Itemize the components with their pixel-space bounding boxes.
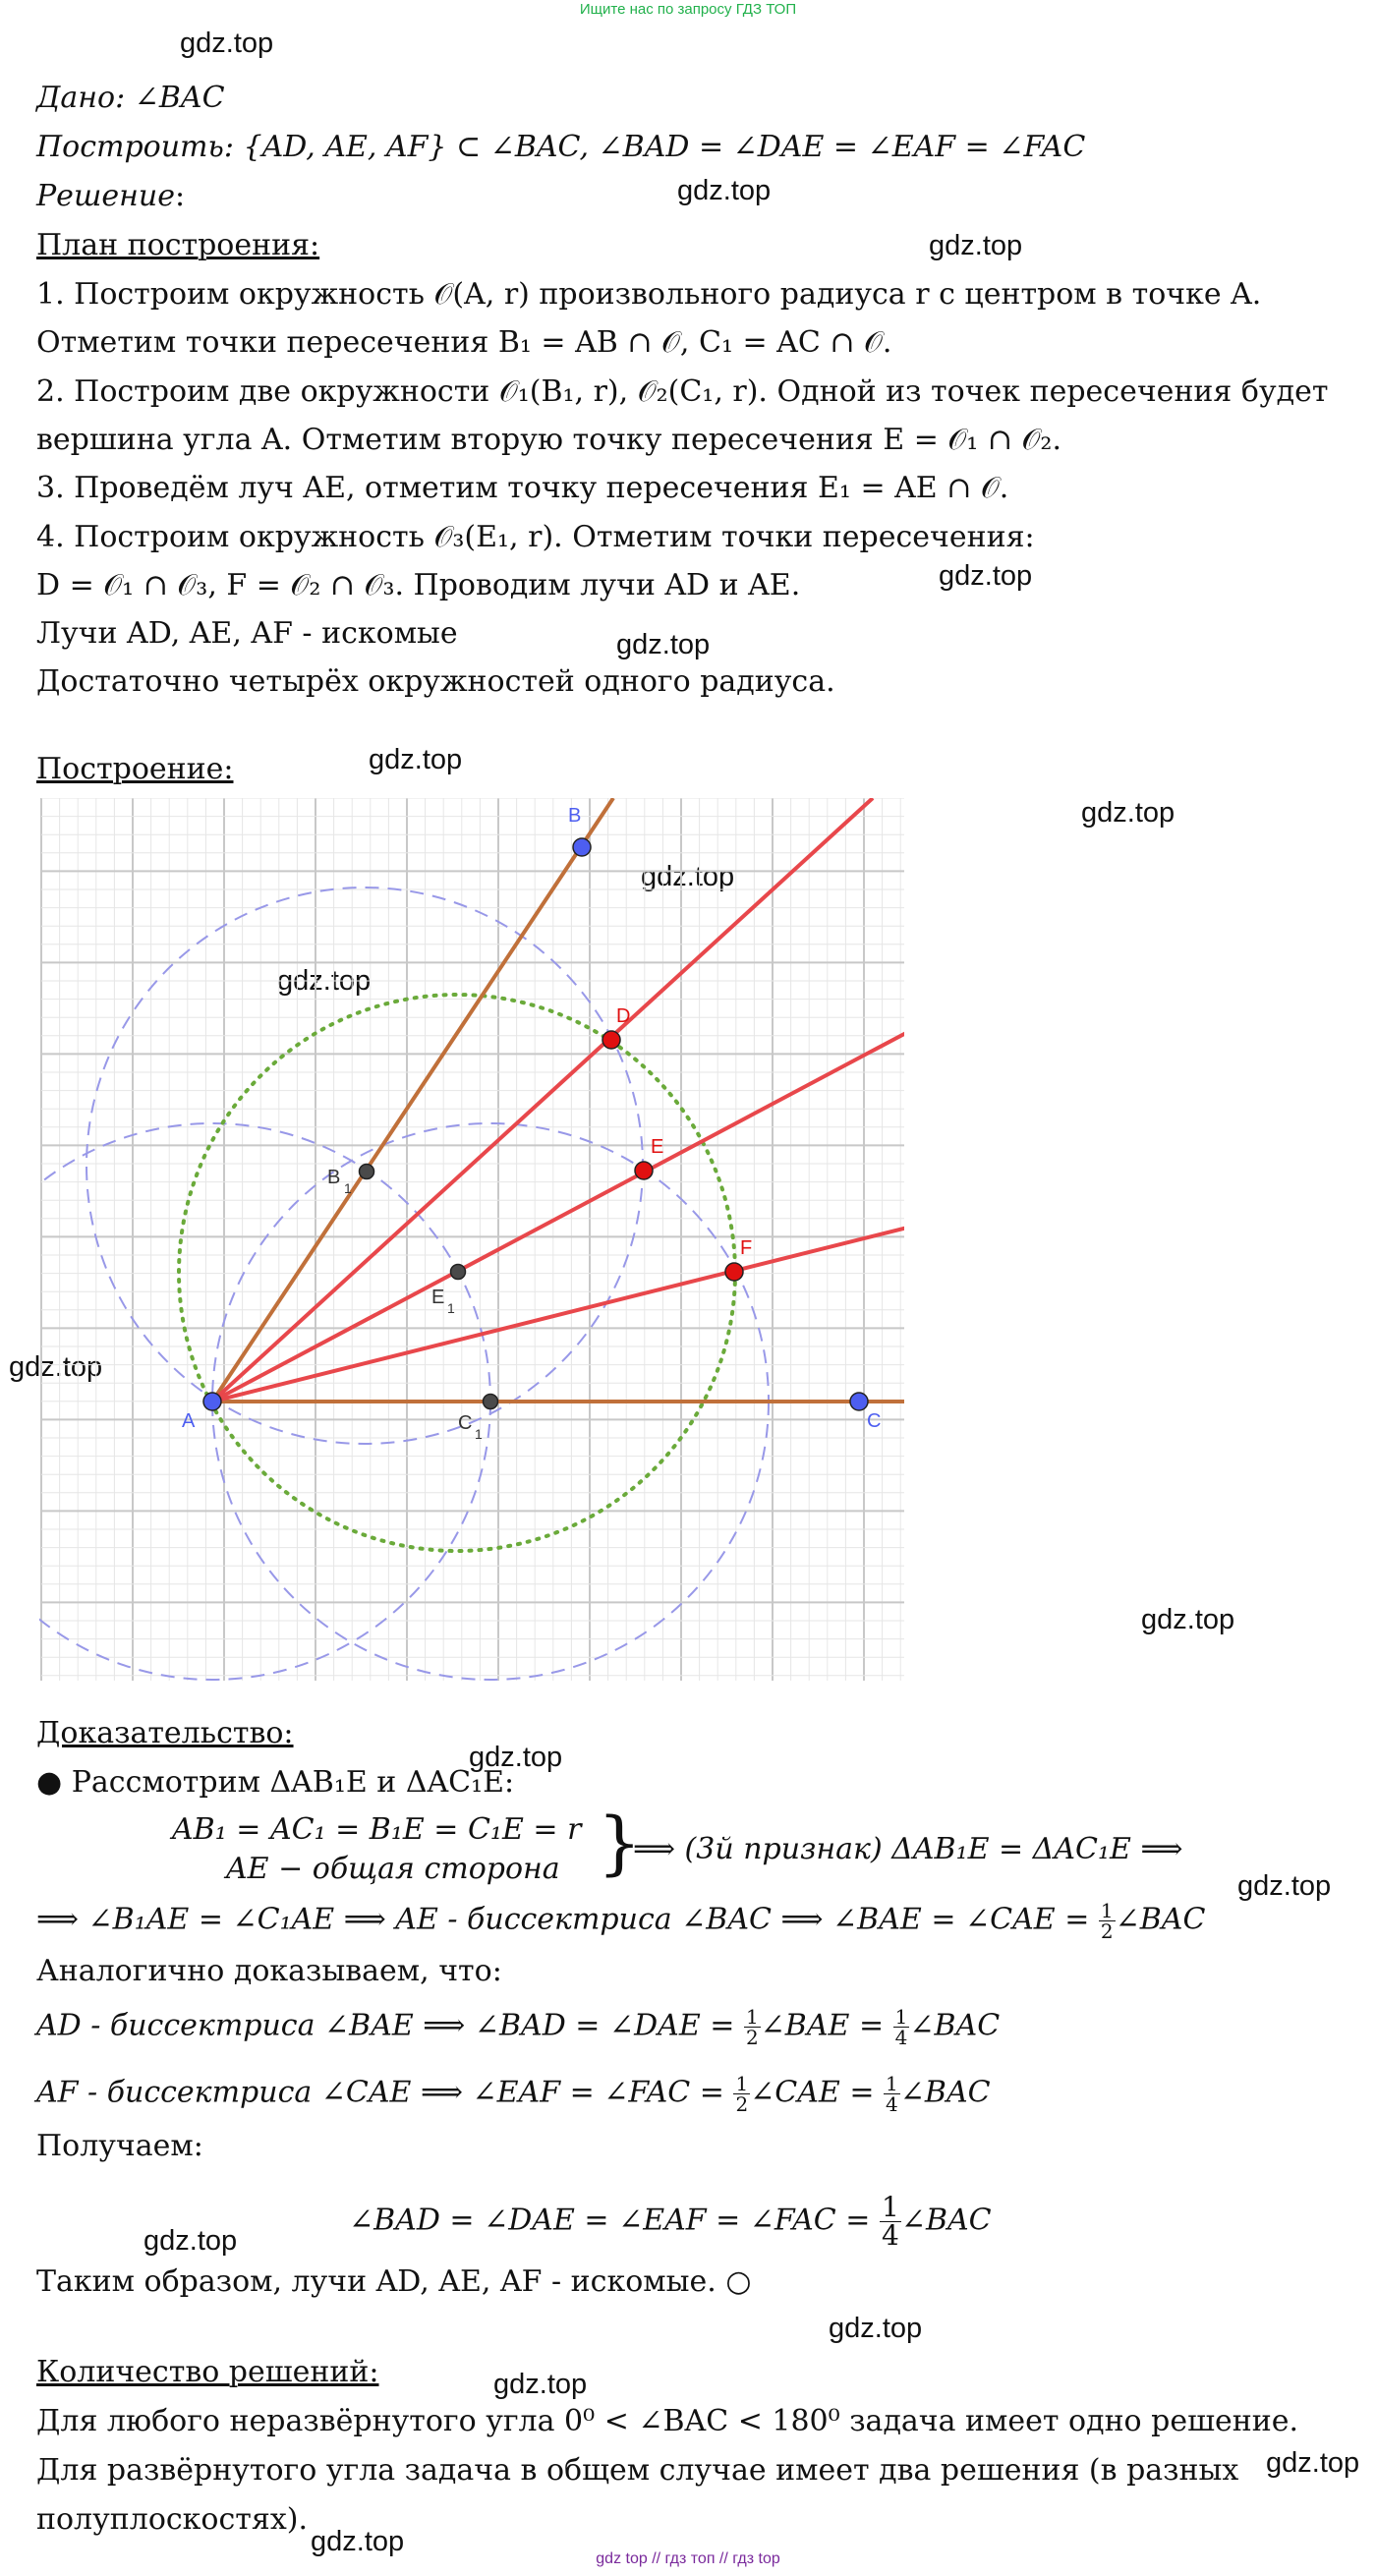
plan-line: 1. Построим окружность 𝒪(A, r) произвольного радиуса r с центром в точке A. xyxy=(36,277,1262,312)
watermark: gdz.top xyxy=(616,629,711,660)
fraction-numerator: 1 xyxy=(735,2072,749,2095)
proof-get: Получаем: xyxy=(36,2129,203,2163)
result-text: ∠BAD = ∠DAE = ∠EAF = ∠FAC = xyxy=(349,2203,880,2238)
fraction-numerator: 1 xyxy=(894,2005,908,2029)
bisector-text: ⟹ ∠B₁AE = ∠C₁AE ⟹ AE - биссектриса ∠BAC ⟹ ∠BAE = ∠CAE = xyxy=(36,1902,1099,1937)
label-E: E xyxy=(651,1136,664,1158)
point-E1 xyxy=(451,1265,466,1280)
bottom-banner: gdz top // гдз топ // гдз top xyxy=(596,2550,780,2567)
af-text-b: ∠CAE = xyxy=(750,2075,885,2110)
label-B1-sub: 1 xyxy=(344,1180,352,1196)
watermark: gdz.top xyxy=(493,2369,588,2400)
fraction-quarter xyxy=(880,2191,901,2252)
construct-line xyxy=(36,130,1085,165)
fraction-denominator: 2 xyxy=(745,2026,759,2049)
top-banner: Ищите нас по запросу ГДЗ ТОП xyxy=(579,1,797,18)
construction-circles xyxy=(39,887,769,1680)
proof-system-line: AE − общая сторона xyxy=(226,1852,560,1886)
fraction-denominator: 4 xyxy=(886,2092,898,2116)
construct-label: Построить xyxy=(36,130,224,164)
fraction-quarter xyxy=(893,2007,910,2047)
label-E1-sub: 1 xyxy=(447,1300,455,1316)
watermark: gdz.top xyxy=(469,1742,563,1773)
watermark: gdz.top xyxy=(677,175,772,206)
watermark: gdz.top xyxy=(929,230,1023,261)
watermark: gdz.top xyxy=(1141,1604,1235,1635)
plan-heading: План построения: xyxy=(36,228,320,262)
fraction-denominator: 2 xyxy=(735,2092,749,2116)
ray-AD xyxy=(212,798,873,1402)
proof-similarly: Аналогично доказываем, что: xyxy=(36,1954,502,1988)
count-line: Для любого неразвёрнутого угла 0⁰ < ∠BAC < 180⁰ задача имеет одно решение. xyxy=(36,2404,1299,2438)
label-C1: C xyxy=(458,1412,473,1434)
plan-line: Достаточно четырёх окружностей одного радиуса. xyxy=(36,664,835,699)
solution-line xyxy=(36,179,185,214)
fraction-denominator: 4 xyxy=(894,2026,908,2049)
grid xyxy=(41,798,904,1681)
build-heading: Построение: xyxy=(36,752,234,786)
fraction-denominator: 2 xyxy=(1100,1919,1114,1943)
label-B: B xyxy=(568,805,582,827)
solution-value: : xyxy=(174,179,186,213)
watermark: gdz.top xyxy=(277,965,372,997)
solution-label: Решение xyxy=(36,179,175,213)
label-F: F xyxy=(740,1237,753,1259)
label-C1-sub: 1 xyxy=(475,1426,483,1442)
label-E1: E xyxy=(431,1287,445,1308)
fraction-half xyxy=(744,2007,761,2047)
angle-bac: ∠BAC xyxy=(1115,1902,1206,1937)
point-C xyxy=(850,1393,868,1410)
fraction-numerator: 1 xyxy=(881,2191,899,2223)
plan-line: 2. Построим две окружности 𝒪₁(B₁, r), 𝒪₂(C₁, r). Одной из точек пересечения будет xyxy=(36,374,1329,409)
count-line: Для развёрнутого угла задача в общем случае имеет два решения (в разных xyxy=(36,2453,1239,2488)
watermark: gdz.top xyxy=(939,560,1033,592)
given-line xyxy=(36,81,225,116)
plan-line: 3. Проведём луч AE, отметим точку пересечения E₁ = AE ∩ 𝒪. xyxy=(36,471,1009,505)
fraction-numerator: 1 xyxy=(1100,1899,1114,1922)
watermark: gdz.top xyxy=(1266,2447,1360,2479)
fraction-half xyxy=(733,2074,750,2114)
proof-bisector-line xyxy=(36,1901,1205,1941)
angle-bac: ∠BAC xyxy=(909,2008,1001,2043)
watermark: gdz.top xyxy=(311,2526,405,2557)
construction-diagram xyxy=(39,798,904,1683)
proof-af-line xyxy=(36,2074,991,2114)
point-A xyxy=(203,1393,221,1410)
proof-heading: Доказательство: xyxy=(36,1716,294,1750)
watermark: gdz.top xyxy=(1237,1870,1332,1902)
point-E xyxy=(635,1162,653,1179)
fraction-numerator: 1 xyxy=(886,2072,898,2095)
system-brace: } xyxy=(598,1803,642,1883)
angle-bac: ∠BAC xyxy=(900,2203,992,2238)
watermark: gdz.top xyxy=(829,2313,923,2344)
ad-text-b: ∠BAE = xyxy=(760,2008,893,2043)
watermark: gdz.top xyxy=(641,861,735,892)
count-line: полуплоскостях). xyxy=(36,2502,308,2537)
plan-line: Лучи AD, AE, AF - искомые xyxy=(36,616,458,651)
plan-line: D = 𝒪₁ ∩ 𝒪₃, F = 𝒪₂ ∩ 𝒪₃. Проводим лучи AD и AE. xyxy=(36,568,801,602)
watermark: gdz.top xyxy=(143,2225,238,2257)
proof-system-result: ⟹ (3й признак) ΔAB₁E = ΔAC₁E ⟹ xyxy=(633,1832,1183,1866)
label-A: A xyxy=(182,1410,196,1432)
plan-line: 4. Построим окружность 𝒪₃(E₁, r). Отметим точки пересечения: xyxy=(36,520,1035,554)
label-D: D xyxy=(616,1005,631,1027)
watermark: gdz.top xyxy=(369,744,463,775)
plan-line: вершина угла A. Отметим вторую точку пересечения E = 𝒪₁ ∩ 𝒪₂. xyxy=(36,423,1061,457)
proof-system-line: AB₁ = AC₁ = B₁E = C₁E = r xyxy=(172,1812,582,1847)
watermark: gdz.top xyxy=(9,1351,103,1383)
proof-consider: ● Рассмотрим ΔAB₁E и ΔAC₁E: xyxy=(36,1765,515,1800)
proof-conclusion: Таким образом, лучи AD, AE, AF - искомые. ○ xyxy=(36,2264,752,2299)
point-B1 xyxy=(360,1165,374,1179)
fraction-quarter xyxy=(884,2074,900,2114)
construct-value: : {AD, AE, AF} ⊂ ∠BAC, ∠BAD = ∠DAE = ∠EAF = ∠FAC xyxy=(223,130,1086,164)
label-C: C xyxy=(867,1410,882,1432)
point-D xyxy=(602,1031,620,1049)
point-C1 xyxy=(484,1395,498,1409)
point-F xyxy=(725,1263,743,1281)
plan-line: Отметим точки пересечения B₁ = AB ∩ 𝒪, C₁ = AC ∩ 𝒪. xyxy=(36,325,892,360)
label-B1: B xyxy=(327,1167,341,1188)
proof-result-line xyxy=(349,2191,992,2252)
watermark: gdz.top xyxy=(180,28,274,59)
fraction-denominator: 4 xyxy=(881,2219,899,2252)
ad-text: AD - биссектриса ∠BAE ⟹ ∠BAD = ∠DAE = xyxy=(36,2008,744,2043)
fraction-half xyxy=(1099,1901,1116,1941)
watermark: gdz.top xyxy=(1081,797,1175,829)
proof-ad-line xyxy=(36,2007,1000,2047)
given-value: : ∠BAC xyxy=(115,81,225,115)
point-B xyxy=(573,838,591,856)
count-heading: Количество решений: xyxy=(36,2355,379,2389)
given-label: Дано xyxy=(36,81,116,115)
fraction-numerator: 1 xyxy=(745,2005,759,2029)
points xyxy=(203,838,868,1410)
af-text: AF - биссектриса ∠CAE ⟹ ∠EAF = ∠FAC = xyxy=(36,2075,734,2110)
angle-bac: ∠BAC xyxy=(899,2075,991,2110)
